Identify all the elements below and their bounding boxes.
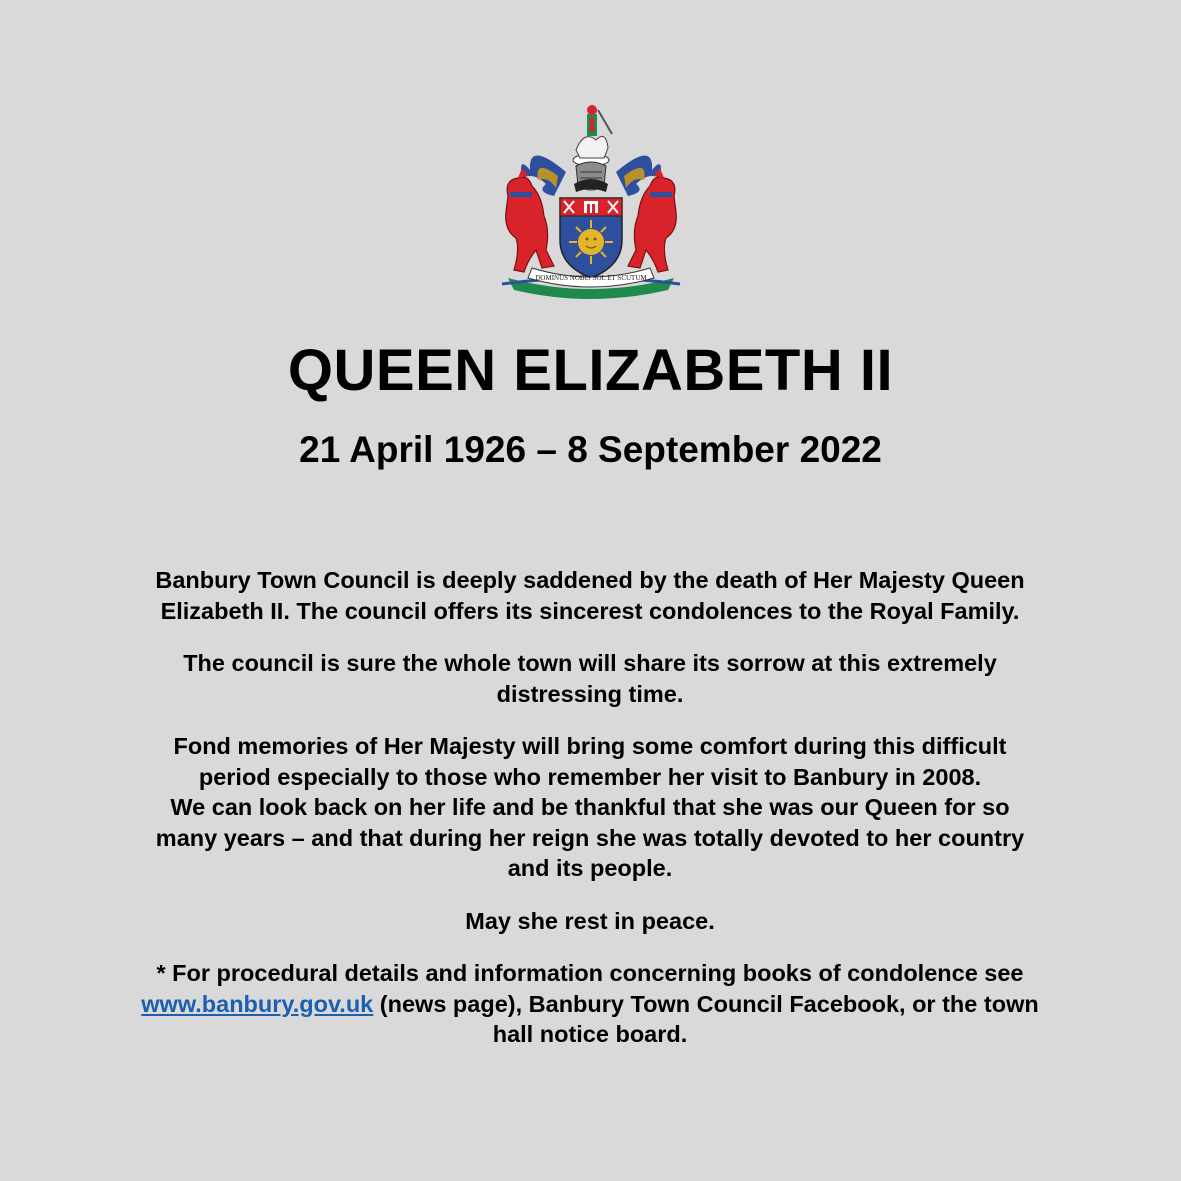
condolence-message xyxy=(90,565,1090,1072)
paragraph-rest-in-peace: May she rest in peace. xyxy=(465,907,715,934)
paragraph-council-statement: Banbury Town Council is deeply saddened by the death of Her Majesty Queen Elizabeth II. The council offers its sincerest condolences to the Royal Family. xyxy=(155,567,1025,624)
paragraph-memories: Fond memories of Her Majesty will bring some comfort during this difficult period especially to those who remember her visit to Banbury in 2008. We can look back on her life and be thankful that she was our Queen for so many years – and that during her reign she was totally devoted to her country and its people. xyxy=(155,733,1025,881)
paragraph-town-sorrow: The council is sure the whole town will share its sorrow at this extremely distressing time. xyxy=(183,650,997,707)
paragraph-procedural-details: * For procedural details and information concerning books of condolence see www.banbury.gov.uk (news page), Banbury Town Council Facebook, or the town hall notice board. xyxy=(141,960,1039,1047)
page-title: QUEEN ELIZABETH II xyxy=(287,338,894,403)
life-dates: 21 April 1926 – 8 September 2022 xyxy=(299,429,882,470)
crest-motto: DOMINUS NOBIS SOL ET SCUTUM xyxy=(535,274,647,282)
banbury-website-link[interactable]: www.banbury.gov.uk xyxy=(141,990,374,1017)
coat-of-arms-logo xyxy=(488,100,694,300)
